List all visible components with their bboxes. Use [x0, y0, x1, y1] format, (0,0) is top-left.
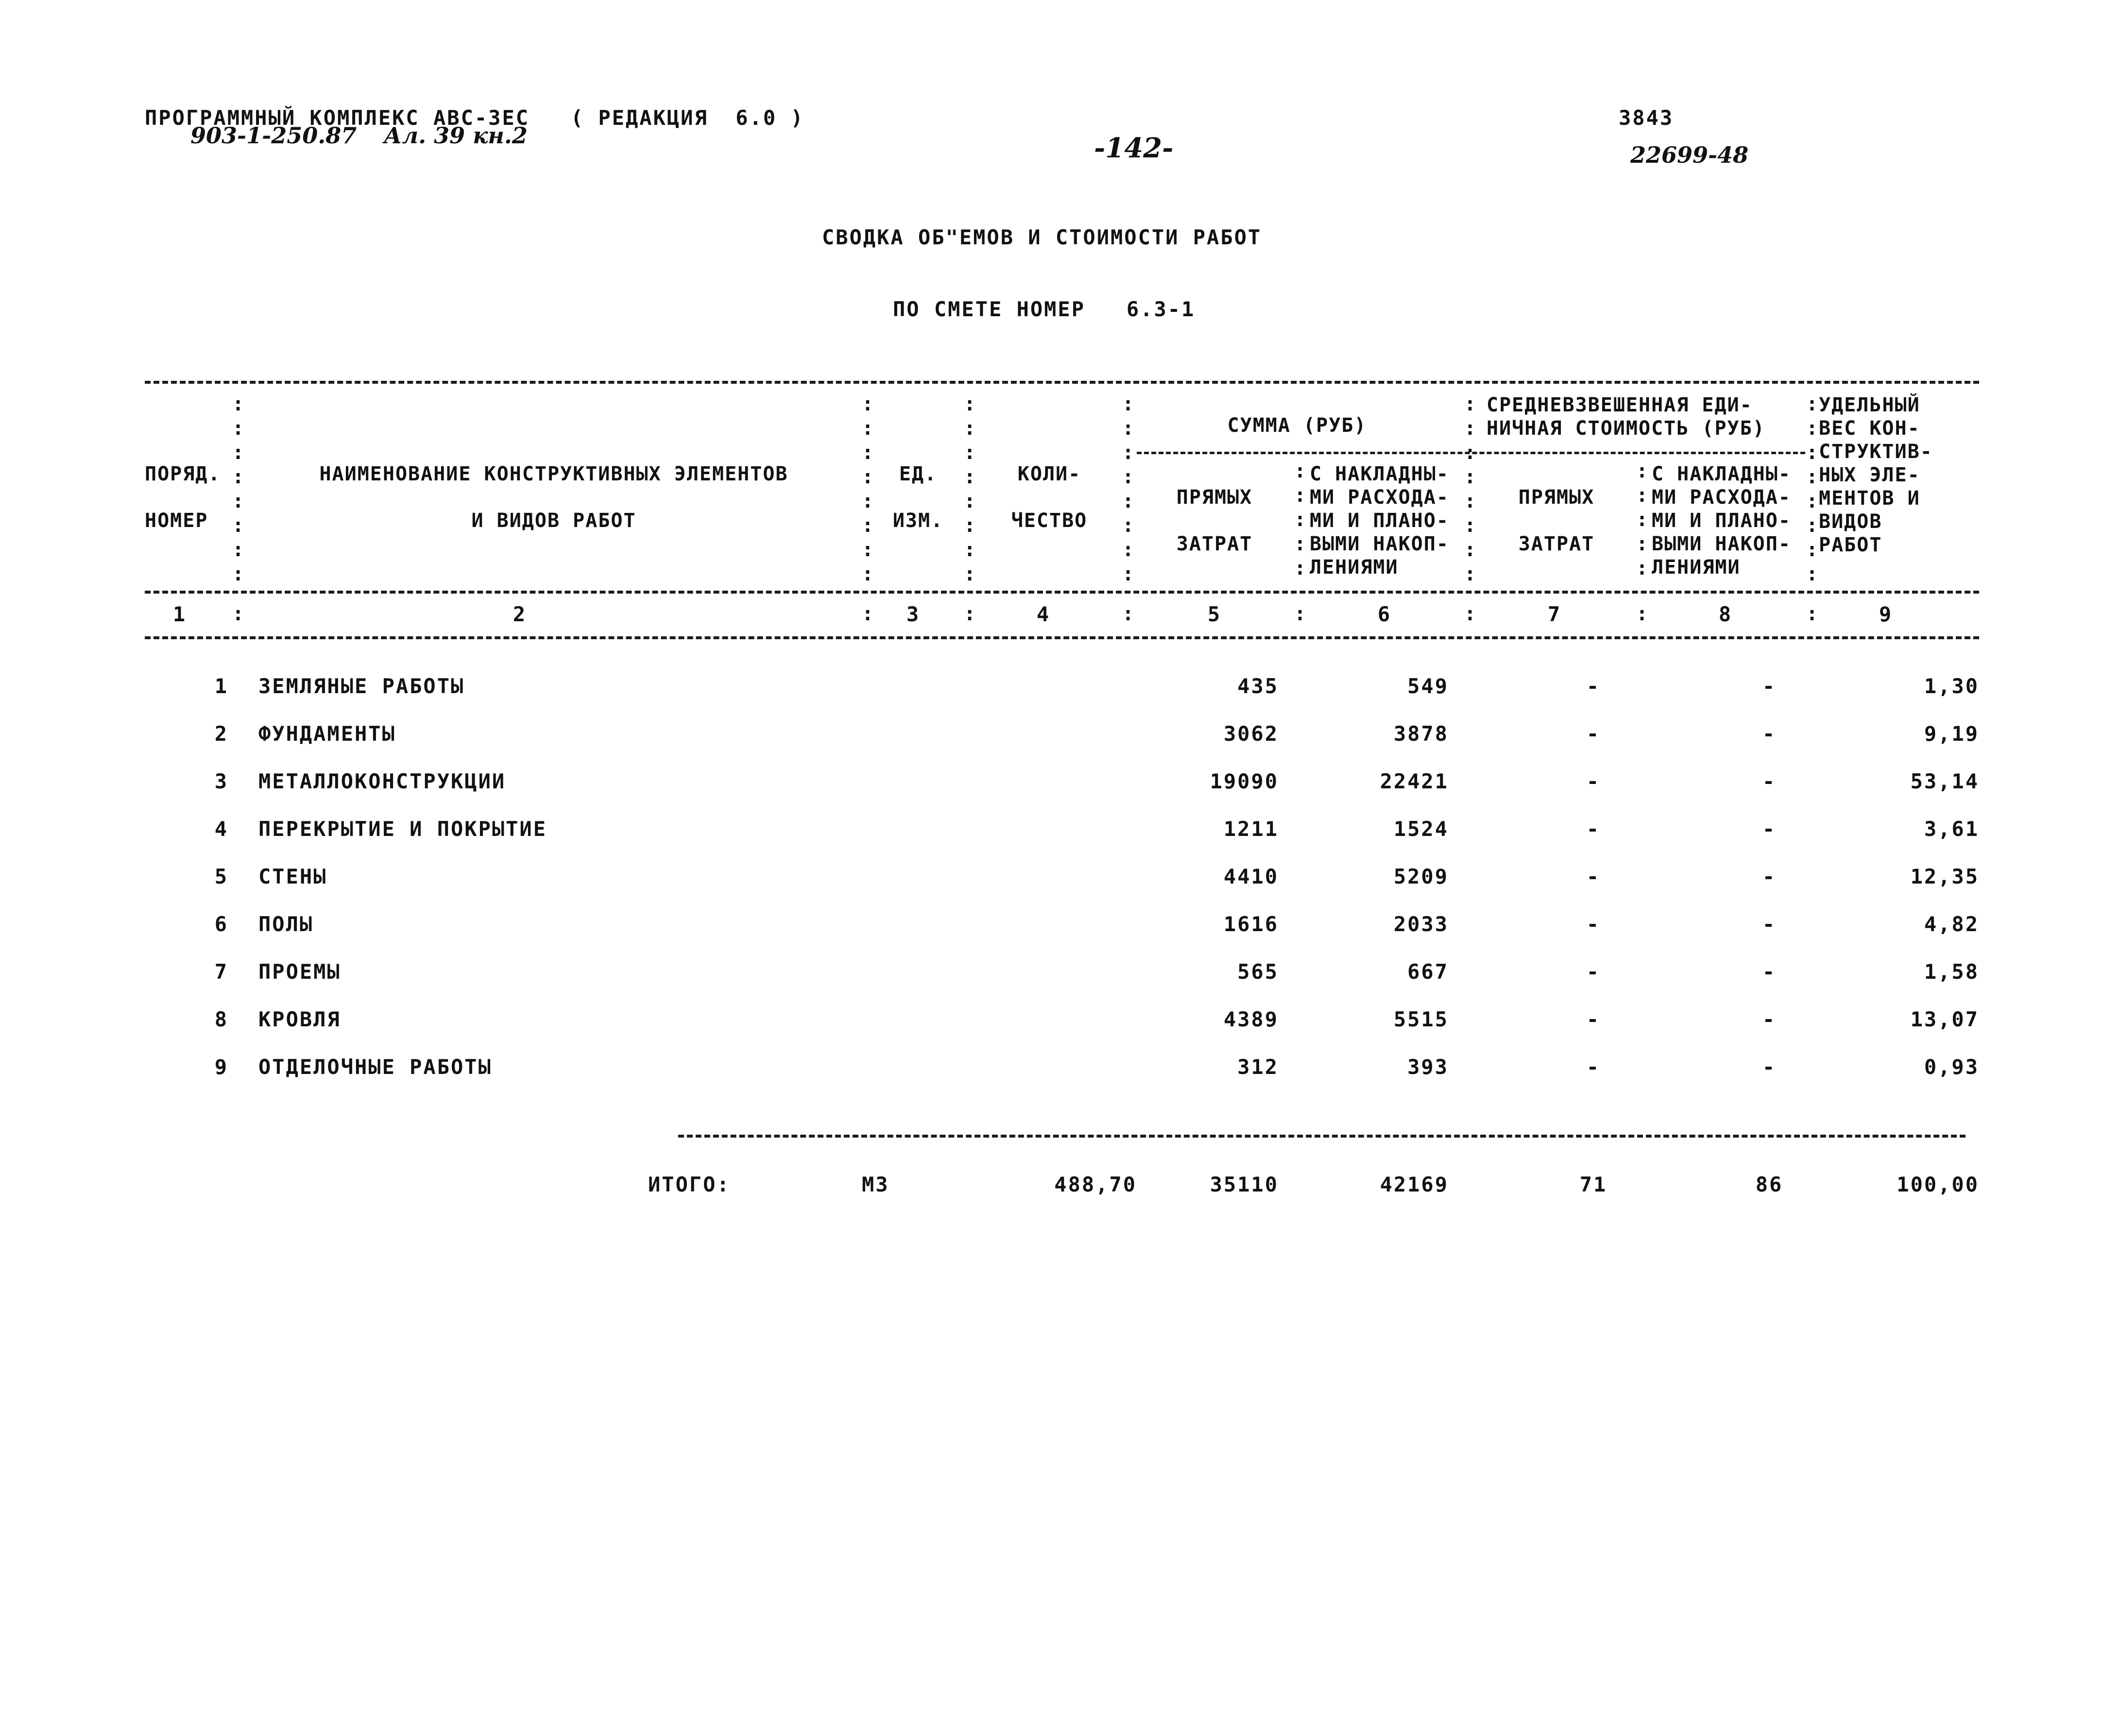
colon-separator: :: [232, 603, 244, 625]
album-number: Ал. 39 кн.2: [384, 122, 528, 149]
colon-separator: :: [862, 603, 874, 625]
row-share: 1,30: [1924, 674, 1979, 698]
row-share: 3,61: [1924, 817, 1979, 841]
row-avg-overhead: -: [1762, 960, 1777, 984]
row-share: 13,07: [1910, 1007, 1979, 1031]
colon-separator: :: [1464, 603, 1476, 625]
colon-separator: :: [1806, 514, 1818, 537]
column-number: 2: [513, 602, 527, 626]
row-number: 1: [214, 674, 228, 698]
colon-separator: :: [1806, 442, 1818, 464]
divider: [1137, 452, 1805, 454]
row-direct-cost: 565: [1237, 960, 1279, 984]
row-overhead-cost: 5209: [1393, 865, 1449, 888]
colon-separator: :: [1294, 533, 1306, 555]
colon-separator: :: [1806, 603, 1818, 625]
colon-separator: :: [232, 539, 244, 561]
colon-separator: :: [232, 563, 244, 585]
colon-separator: :: [964, 466, 976, 488]
column-separator: [964, 393, 983, 585]
col-avg-overhead-header: С НАКЛАДНЫ- МИ РАСХОДА- МИ И ПЛАНО- ВЫМИ НАКОП- ЛЕНИЯМИ: [1652, 463, 1791, 579]
colon-separator: :: [862, 490, 874, 512]
col-unit-header: ЕД. ИЗМ.: [892, 463, 944, 532]
row-avg-overhead: -: [1762, 722, 1777, 746]
colon-separator: :: [1636, 509, 1648, 531]
row-name: ЗЕМЛЯНЫЕ РАБОТЫ: [258, 674, 465, 698]
column-number: 7: [1547, 602, 1562, 626]
row-share: 0,93: [1924, 1055, 1979, 1079]
row-avg-direct: -: [1586, 769, 1601, 793]
row-number: 2: [214, 722, 228, 746]
row-overhead-cost: 2033: [1393, 912, 1449, 936]
colon-separator: :: [232, 442, 244, 464]
row-share: 4,82: [1924, 912, 1979, 936]
col-quantity-header: КОЛИ- ЧЕСТВО: [1011, 463, 1088, 532]
total-avg-overhead: 86: [1755, 1173, 1783, 1196]
colon-separator: :: [1464, 466, 1476, 488]
row-name: МЕТАЛЛОКОНСТРУКЦИИ: [258, 769, 506, 793]
colon-separator: :: [1806, 563, 1818, 585]
total-direct-cost: 35110: [1210, 1173, 1279, 1196]
col-sum-overhead-header: С НАКЛАДНЫ- МИ РАСХОДА- МИ И ПЛАНО- ВЫМИ НАКОП- ЛЕНИЯМИ: [1310, 463, 1449, 579]
colon-separator: :: [964, 393, 976, 415]
col-avg-direct-header: ПРЯМЫХ ЗАТРАТ: [1518, 486, 1595, 555]
colon-separator: :: [1636, 533, 1648, 555]
colon-separator: :: [1294, 484, 1306, 507]
column-number: 6: [1377, 602, 1392, 626]
row-avg-direct: -: [1586, 960, 1601, 984]
colon-separator: :: [862, 514, 874, 537]
row-number: 4: [214, 817, 228, 841]
program-line: ПРОГРАММНЫЙ КОМПЛЕКС АВС-3ЕС ( РЕДАКЦИЯ 6.0 ): [145, 106, 804, 130]
colon-separator: :: [1464, 514, 1476, 537]
row-name: ФУНДАМЕНТЫ: [258, 722, 396, 746]
row-avg-direct: -: [1586, 722, 1601, 746]
colon-separator: :: [1806, 417, 1818, 440]
row-overhead-cost: 5515: [1393, 1007, 1449, 1031]
avg-group-header: СРЕДНЕВЗВЕШЕННАЯ ЕДИ- НИЧНАЯ СТОИМОСТЬ (РУБ): [1487, 394, 1765, 440]
column-number: 3: [906, 602, 921, 626]
row-overhead-cost: 22421: [1380, 769, 1449, 793]
colon-separator: :: [1294, 460, 1306, 482]
divider: [145, 381, 1979, 384]
colon-separator: :: [1636, 557, 1648, 579]
row-direct-cost: 435: [1237, 674, 1279, 698]
divider: [678, 1135, 1966, 1138]
project-code: 903-1-250.87: [190, 122, 357, 149]
col-name-header: НАИМЕНОВАНИЕ КОНСТРУКТИВНЫХ ЭЛЕМЕНТОВ И ВИДОВ РАБОТ: [319, 463, 788, 532]
colon-separator: :: [1464, 539, 1476, 561]
column-number: 8: [1718, 602, 1733, 626]
colon-separator: :: [1464, 490, 1476, 512]
row-direct-cost: 4410: [1223, 865, 1279, 888]
colon-separator: :: [1122, 466, 1134, 488]
colon-separator: :: [1464, 442, 1476, 464]
total-quantity: 488,70: [1054, 1173, 1137, 1196]
colon-separator: :: [964, 442, 976, 464]
row-avg-direct: -: [1586, 1007, 1601, 1031]
row-number: 9: [214, 1055, 228, 1079]
document-title: СВОДКА ОБ"ЕМОВ И СТОИМОСТИ РАБОТ: [822, 225, 1262, 249]
row-overhead-cost: 667: [1407, 960, 1449, 984]
colon-separator: :: [1806, 393, 1818, 415]
colon-separator: :: [1122, 603, 1134, 625]
colon-separator: :: [862, 442, 874, 464]
row-avg-overhead: -: [1762, 865, 1777, 888]
colon-separator: :: [1122, 563, 1134, 585]
colon-separator: :: [1636, 484, 1648, 507]
row-number: 3: [214, 769, 228, 793]
divider: [145, 591, 1979, 594]
colon-separator: :: [964, 603, 976, 625]
column-separator: [232, 393, 251, 585]
row-direct-cost: 19090: [1210, 769, 1279, 793]
row-name: ПРОЕМЫ: [258, 960, 341, 984]
colon-separator: :: [1636, 603, 1648, 625]
colon-separator: :: [1122, 442, 1134, 464]
row-name: СТЕНЫ: [258, 865, 327, 888]
row-direct-cost: 312: [1237, 1055, 1279, 1079]
col-sum-direct-header: ПРЯМЫХ ЗАТРАТ: [1176, 486, 1253, 555]
row-number: 6: [214, 912, 228, 936]
colon-separator: :: [862, 417, 874, 440]
colon-separator: :: [1122, 514, 1134, 537]
colon-separator: :: [964, 417, 976, 440]
row-share: 12,35: [1910, 865, 1979, 888]
row-number: 8: [214, 1007, 228, 1031]
doc-number: 3843: [1619, 106, 1674, 130]
colon-separator: :: [862, 466, 874, 488]
colon-separator: :: [1294, 509, 1306, 531]
row-direct-cost: 4389: [1223, 1007, 1279, 1031]
colon-separator: :: [232, 490, 244, 512]
colon-separator: :: [1294, 603, 1306, 625]
row-avg-direct: -: [1586, 912, 1601, 936]
col-order-number-header: ПОРЯД. НОМЕР: [145, 463, 221, 532]
colon-separator: :: [1806, 490, 1818, 512]
colon-separator: :: [232, 393, 244, 415]
total-label: ИТОГО:: [648, 1173, 731, 1196]
estimate-title: ПО СМЕТЕ НОМЕР 6.3-1: [893, 297, 1196, 321]
total-avg-direct: 71: [1579, 1173, 1607, 1196]
colon-separator: :: [1122, 490, 1134, 512]
column-separator: [1464, 393, 1483, 585]
colon-separator: :: [1122, 417, 1134, 440]
row-overhead-cost: 1524: [1393, 817, 1449, 841]
row-share: 1,58: [1924, 960, 1979, 984]
colon-separator: :: [1122, 539, 1134, 561]
row-avg-overhead: -: [1762, 1055, 1777, 1079]
colon-separator: :: [862, 539, 874, 561]
colon-separator: :: [862, 563, 874, 585]
row-name: ОТДЕЛОЧНЫЕ РАБОТЫ: [258, 1055, 492, 1079]
reg-number: 22699-48: [1630, 142, 1749, 168]
colon-separator: :: [1294, 557, 1306, 579]
row-avg-overhead: -: [1762, 817, 1777, 841]
column-separator: [862, 393, 881, 585]
colon-separator: :: [1464, 563, 1476, 585]
row-share: 53,14: [1910, 769, 1979, 793]
row-share: 9,19: [1924, 722, 1979, 746]
row-avg-overhead: -: [1762, 912, 1777, 936]
colon-separator: :: [232, 417, 244, 440]
row-name: ПЕРЕКРЫТИЕ И ПОКРЫТИЕ: [258, 817, 547, 841]
row-avg-overhead: -: [1762, 769, 1777, 793]
row-overhead-cost: 3878: [1393, 722, 1449, 746]
total-share: 100,00: [1897, 1173, 1979, 1196]
column-number: 1: [172, 602, 187, 626]
row-number: 5: [214, 865, 228, 888]
col-share-header: УДЕЛЬНЫЙ ВЕС КОН- СТРУКТИВ- НЫХ ЭЛЕ- МЕНТОВ И ВИДОВ РАБОТ: [1819, 394, 1933, 556]
colon-separator: :: [964, 539, 976, 561]
row-number: 7: [214, 960, 228, 984]
total-unit: М3: [862, 1173, 889, 1196]
colon-separator: :: [1636, 460, 1648, 482]
row-overhead-cost: 393: [1407, 1055, 1449, 1079]
row-name: КРОВЛЯ: [258, 1007, 341, 1031]
column-number: 4: [1036, 602, 1051, 626]
colon-separator: :: [862, 393, 874, 415]
column-number: 5: [1207, 602, 1222, 626]
colon-separator: :: [1464, 393, 1476, 415]
total-overhead-cost: 42169: [1380, 1173, 1449, 1196]
row-avg-overhead: -: [1762, 1007, 1777, 1031]
row-avg-direct: -: [1586, 674, 1601, 698]
divider: [145, 636, 1979, 639]
row-avg-direct: -: [1586, 865, 1601, 888]
colon-separator: :: [1122, 393, 1134, 415]
row-direct-cost: 1616: [1223, 912, 1279, 936]
sum-group-header: СУММА (РУБ): [1227, 414, 1367, 437]
colon-separator: :: [232, 514, 244, 537]
row-direct-cost: 3062: [1223, 722, 1279, 746]
row-name: ПОЛЫ: [258, 912, 314, 936]
colon-separator: :: [1464, 417, 1476, 440]
colon-separator: :: [964, 490, 976, 512]
row-direct-cost: 1211: [1223, 817, 1279, 841]
column-number: 9: [1879, 602, 1893, 626]
page-number: -142-: [1094, 132, 1174, 164]
colon-separator: :: [964, 514, 976, 537]
row-avg-direct: -: [1586, 817, 1601, 841]
colon-separator: :: [1806, 466, 1818, 488]
row-avg-overhead: -: [1762, 674, 1777, 698]
colon-separator: :: [1806, 539, 1818, 561]
row-avg-direct: -: [1586, 1055, 1601, 1079]
colon-separator: :: [964, 563, 976, 585]
row-overhead-cost: 549: [1407, 674, 1449, 698]
colon-separator: :: [232, 466, 244, 488]
